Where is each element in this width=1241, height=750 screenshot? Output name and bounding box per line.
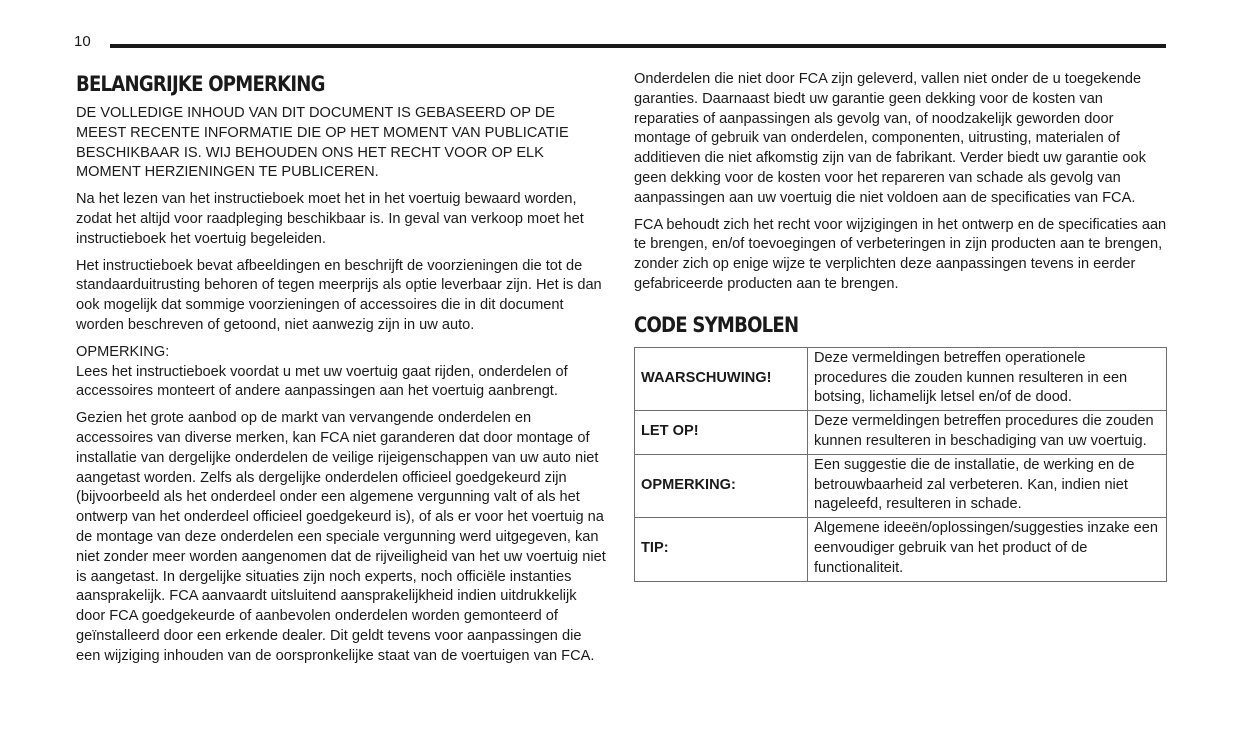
table-row: [635, 347, 1167, 410]
code-description: Een suggestie die de installatie, de werking en de betrouwbaarheid zal verbeteren. Kan, indien niet nageleefd, resulteren in schade.: [808, 454, 1167, 517]
code-description: Deze vermeldingen betreffen procedures die zouden kunnen resulteren in beschadiging van uw voertuig.: [808, 411, 1167, 455]
header-rule: [110, 44, 1166, 48]
notice-label: OPMERKING:: [76, 343, 170, 360]
code-term-caution: LET OP!: [635, 411, 808, 455]
code-description: Algemene ideeën/oplossingen/suggesties inzake een eenvoudiger gebruik van het product of de functionaliteit.: [808, 518, 1167, 581]
code-symbols-heading: CODE SYMBOLEN: [634, 312, 799, 337]
left-column: [76, 70, 608, 674]
code-description: Deze vermeldingen betreffen operationele procedures die zouden kunnen resulteren in een botsing, lichamelijk letsel en/of de dood.: [808, 347, 1167, 410]
right-column: [634, 70, 1168, 582]
table-row: [635, 518, 1167, 581]
important-notice-heading: BELANGRIJKE OPMERKING: [76, 72, 325, 96]
table-row: [635, 454, 1167, 517]
code-term-note: OPMERKING:: [635, 454, 808, 517]
equipment-paragraph: Het instructieboek bevat afbeeldingen en beschrijft de voorzieningen die tot de standaarduitrusting behoren of tegen meerprijs als optie leverbaar zijn. Het is dan ook mogelijk dat sommige voorzieningen of accessoires die in dit document worden beschreven of getoond, niet aanwezig zijn in uw auto.: [76, 257, 602, 333]
code-symbols-table: [634, 347, 1167, 582]
code-term-warning: WAARSCHUWING!: [635, 347, 808, 410]
warranty-paragraph: Onderdelen die niet door FCA zijn geleverd, vallen niet onder de u toegekende garanties. Daarnaast biedt uw garantie geen dekking voor de kosten van reparaties of aanpassingen als gevolg van, of noodzakelijk geworden door montage of gebruik van onderdelen, componenten, uitrusting, materialen of additieven die niet afkomstig zijn van de fabrikant. Verder biedt uw garantie ook geen dekking voor de kosten voor het repareren van schade als gevolg van aanpassingen aan uw voertuig die niet voldoen aan de specificaties van FCA.: [634, 71, 1146, 206]
page-number: 10: [74, 33, 91, 50]
storage-paragraph: Na het lezen van het instructieboek moet het in het voertuig bewaard worden, zodat het altijd voor raadpleging beschikbaar is. In geval van verkoop moet het instructieboek het voertuig begeleiden.: [76, 191, 584, 247]
table-row: [635, 411, 1167, 455]
parts-liability-paragraph: Gezien het grote aanbod op de markt van vervangende onderdelen en accessoires van diverse merken, kan FCA niet garanderen dat door montage of installatie van dergelijke onderdelen de veilige rijeigenschappen van uw auto niet aangetast worden. Zelfs als dergelijke onderdelen officieel goedgekeurd zijn (bijvoorbeeld als het onderdeel onder een algemene vergunning valt of als het ontwerp van het onderdeel officieel goedgekeurd is), of als er voor het voertuig na de montage van deze onderdelen een speciale vergunning werd uitgegeven, kan niet zonder meer worden aangenomen dat de rijveiligheid van het uw voertuig niet is aangetast. In dergelijke situaties zijn noch experts, noch officiële instanties aansprakelijk. FCA aanvaardt uitsluitend aansprakelijkheid indien uitdrukkelijk door FCA goedgekeurde of aanbevolen onderdelen worden gemonteerd of geïnstalleerd door een erkende dealer. Dit geldt tevens voor aanpassingen die een wijziging inhouden van de oorspronkelijke staat van de voertuigen van FCA.: [76, 410, 606, 664]
notice-text: Lees het instructieboek voordat u met uw voertuig gaat rijden, onderdelen of accessoires monteert of andere aanpassingen aan het voertuig aanbrengt.: [76, 363, 568, 400]
design-changes-paragraph: FCA behoudt zich het recht voor wijzigingen in het ontwerp en de specificaties aan te brengen, en/of toevoegingen of verbeteringen in zijn producten aan te brengen, zonder zich op enige wijze te verplichten deze aanpassingen tevens in eerder gefabriceerde producten aan te brengen.: [634, 216, 1167, 292]
disclaimer-paragraph: DE VOLLEDIGE INHOUD VAN DIT DOCUMENT IS GEBASEERD OP DE MEEST RECENTE INFORMATIE DIE OP HET MOMENT VAN PUBLICATIE BESCHIKBAAR IS. WIJ BEHOUDEN ONS HET RECHT VOOR OP ELK MOMENT HERZIENINGEN TE PUBLICEREN.: [76, 105, 569, 181]
code-term-tip: TIP:: [635, 518, 808, 581]
